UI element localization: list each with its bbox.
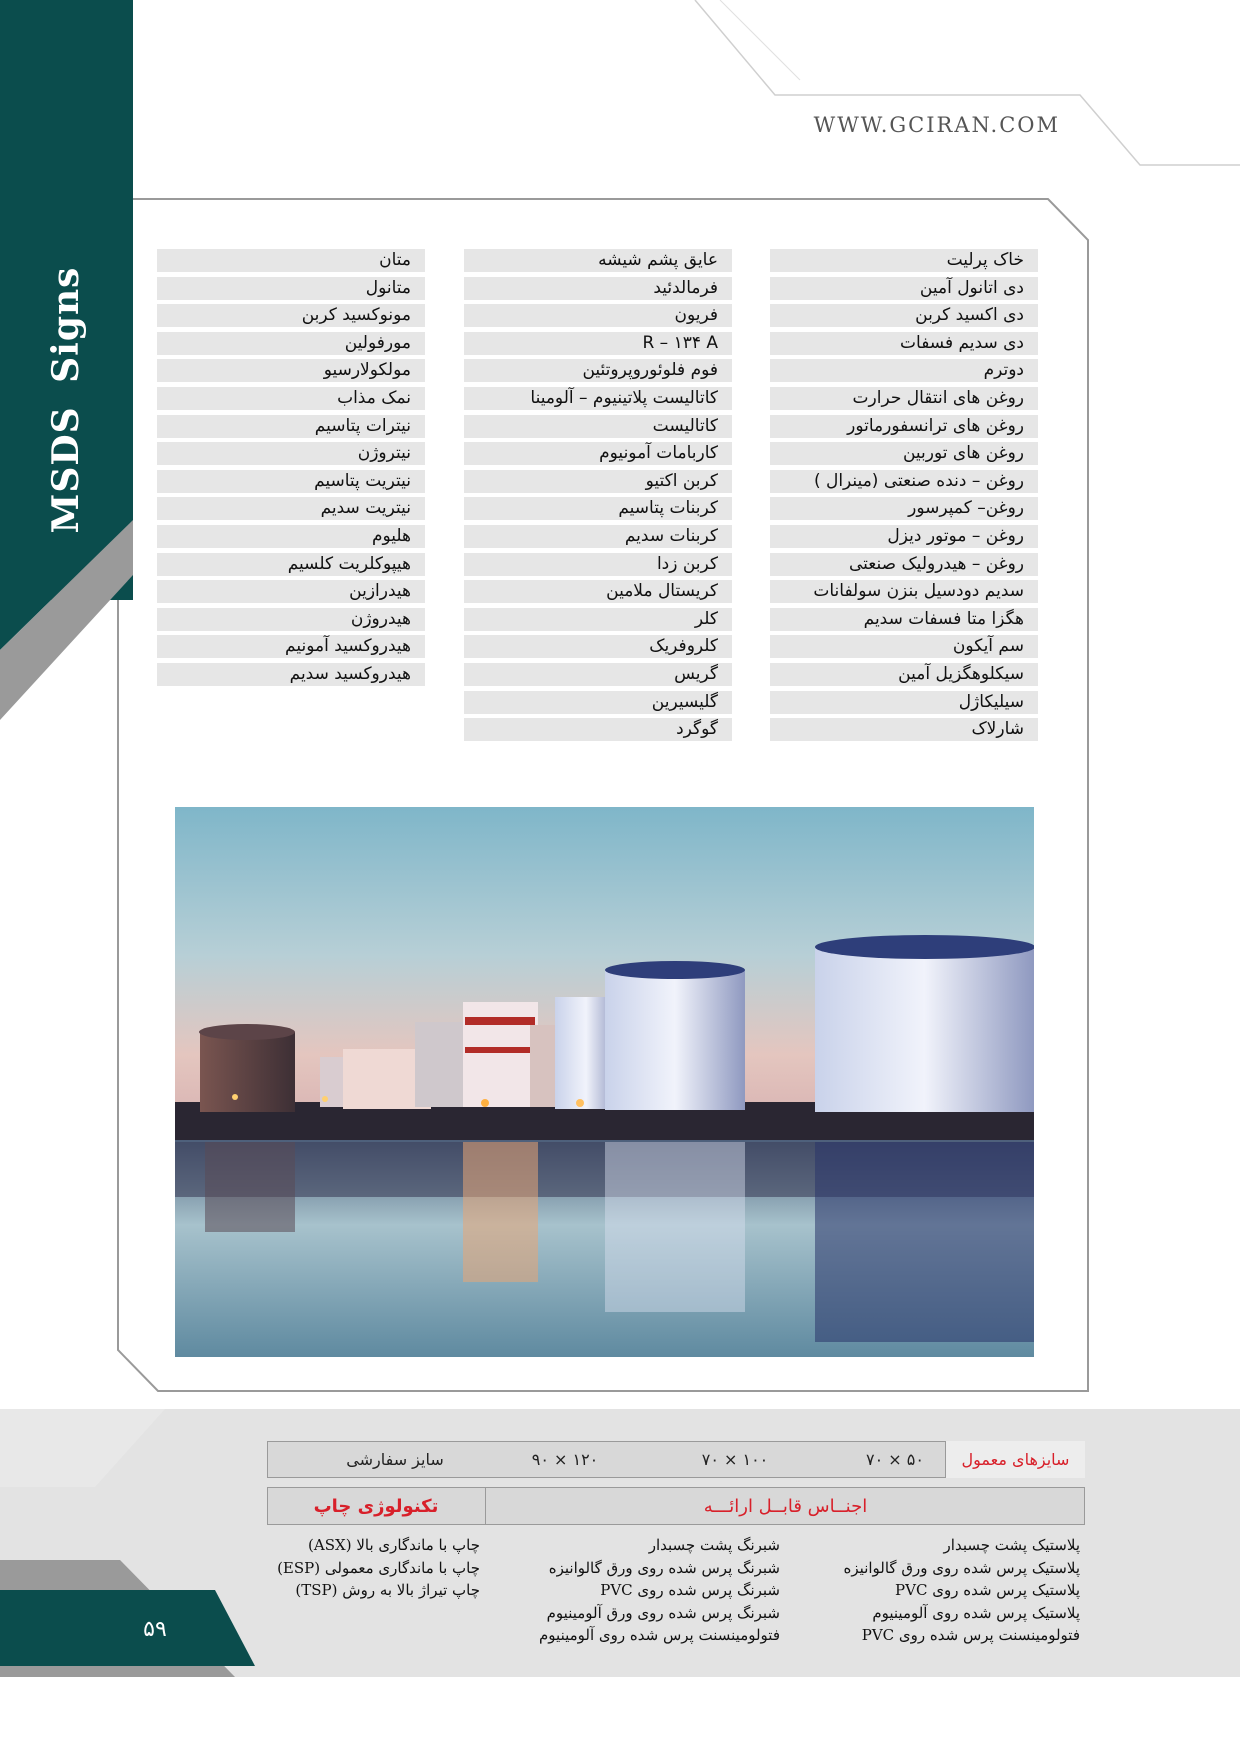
list-item: کریستال ملامین <box>464 580 732 603</box>
sidebar-title: MSDS Signs <box>45 266 87 534</box>
list-item: سیلیکاژل <box>770 691 1038 714</box>
page-number: ۵۹ <box>143 1617 167 1642</box>
list-item: شبرنگ پرس شده روی ورق آلومینیوم <box>546 1603 780 1622</box>
size-option: ۹۰ × ۱۲۰ <box>531 1450 599 1469</box>
print-tech-list <box>260 1534 480 1602</box>
list-item: دی سدیم فسفات <box>770 332 1038 355</box>
list-item: متان <box>157 249 425 272</box>
list-item: هلیوم <box>157 525 425 548</box>
list-item: شارلاک <box>770 718 1038 741</box>
list-item: کاتالیست پلاتینیوم – آلومینا <box>464 387 732 410</box>
list-item: R – ۱۳۴ A <box>464 332 732 355</box>
list-item: فرمالدئید <box>464 277 732 300</box>
list-item: مولکولارسیو <box>157 359 425 382</box>
list-item: هگزا متا فسفات سدیم <box>770 608 1038 631</box>
list-item: گریس <box>464 663 732 686</box>
materials-list-reflective <box>500 1534 780 1647</box>
list-item: روغن های انتقال حرارت <box>770 387 1038 410</box>
list-item: کربن اکتیو <box>464 470 732 493</box>
list-item: دوترم <box>770 359 1038 382</box>
list-item: روغن– کمپرسور <box>770 497 1038 520</box>
list-item: هیدروژن <box>157 608 425 631</box>
list-item: عایق پشم شیشه <box>464 249 732 272</box>
list-item: مونوکسید کربن <box>157 304 425 327</box>
list-item: فتولومینسنت پرس شده روی PVC <box>861 1626 1080 1644</box>
list-item: کلروفریک <box>464 635 732 658</box>
list-item: روغن های توربین <box>770 442 1038 465</box>
list-item: نمک مذاب <box>157 387 425 410</box>
website-url[interactable]: WWW.GCIRAN.COM <box>813 113 1060 137</box>
list-item: روغن های ترانسفورماتور <box>770 415 1038 438</box>
custom-size: سایز سفارشی <box>346 1450 444 1469</box>
size-option: ۷۰ × ۵۰ <box>866 1450 924 1469</box>
list-item: گوگرد <box>464 718 732 741</box>
list-item: کربنات پتاسیم <box>464 497 732 520</box>
list-item: شبرنگ پشت چسبدار <box>648 1536 780 1554</box>
list-item: کاتالیست <box>464 415 732 438</box>
list-item: چاپ تیراژ بالا به روش (TSP) <box>295 1581 480 1599</box>
list-item: پلاستیک پشت چسبدار <box>943 1536 1080 1554</box>
list-item: سدیم دودسیل بنزن سولفانات <box>770 580 1038 603</box>
list-item: سیکلوهگزیل آمین <box>770 663 1038 686</box>
list-item: فتولومینسنت پرس شده روی آلومینیوم <box>539 1626 780 1644</box>
size-option: ۷۰ × ۱۰۰ <box>701 1450 769 1469</box>
list-item: روغن – هیدرولیک صنعتی <box>770 553 1038 576</box>
list-item: پلاستیک پرس شده روی آلومینیوم <box>872 1603 1080 1622</box>
list-item: فوم فلوئوروپروتئین <box>464 359 732 382</box>
list-item: سم آیکون <box>770 635 1038 658</box>
list-item: هیدرازین <box>157 580 425 603</box>
list-item: دی اتانول آمین <box>770 277 1038 300</box>
list-item: خاک پرلیت <box>770 249 1038 272</box>
list-item: روغن – دنده صنعتی (مینرال ) <box>770 470 1038 493</box>
list-item: متانول <box>157 277 425 300</box>
list-item: هیدروکسید سدیم <box>157 663 425 686</box>
list-item: پلاستیک پرس شده روی PVC <box>895 1581 1080 1599</box>
list-item: شبرنگ پرس شده روی PVC <box>600 1581 780 1599</box>
list-item: نیترات پتاسیم <box>157 415 425 438</box>
list-item: چاپ با ماندگاری بالا (ASX) <box>308 1536 480 1554</box>
list-item: شبرنگ پرس شده روی ورق گالوانیزه <box>548 1558 780 1577</box>
list-item: گلیسیرین <box>464 691 732 714</box>
list-item: نیتریت پتاسیم <box>157 470 425 493</box>
list-item: فریون <box>464 304 732 327</box>
materials-list-plastic <box>800 1534 1080 1647</box>
list-item: هیپوکلریت کلسیم <box>157 553 425 576</box>
list-item: کربن زدا <box>464 553 732 576</box>
list-item: کاربامات آمونیوم <box>464 442 732 465</box>
list-item: پلاستیک پرس شده روی ورق گالوانیزه <box>843 1558 1080 1577</box>
list-item: روغن – موتور دیزل <box>770 525 1038 548</box>
materials-header: اجنــاس قابــل ارائـــه <box>703 1495 868 1517</box>
list-item: نیتریت سدیم <box>157 497 425 520</box>
sizes-label: سایزهای معمول <box>945 1441 1085 1478</box>
list-item: مورفولین <box>157 332 425 355</box>
print-tech-header: تکنولوژی چاپ <box>267 1487 486 1525</box>
list-item: کربنات سدیم <box>464 525 732 548</box>
list-item: کلر <box>464 608 732 631</box>
list-item: هیدروکسید آمونیم <box>157 635 425 658</box>
list-item: نیتروژن <box>157 442 425 465</box>
list-item: چاپ با ماندگاری معمولی (ESP) <box>277 1558 480 1577</box>
list-item: دی اکسید کربن <box>770 304 1038 327</box>
